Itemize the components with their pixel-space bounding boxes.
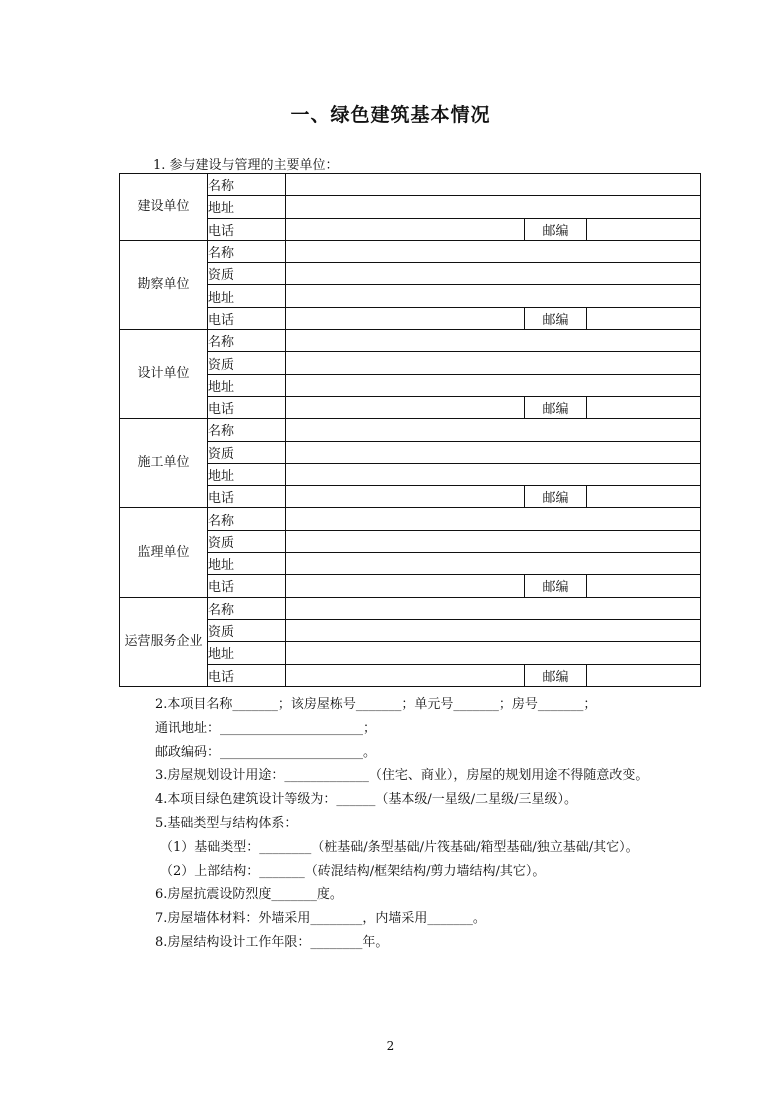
form-line: 7.房屋墙体材料：外墙采用________，内墙采用_______。 <box>155 911 486 927</box>
page-title: 一、绿色建筑基本情况 <box>290 104 491 126</box>
page-number: 2 <box>386 1039 395 1053</box>
unit-row <box>120 508 701 530</box>
unit-row <box>120 619 701 641</box>
section-intro: 1. 参与建设与管理的主要单位： <box>153 158 339 173</box>
form-line: 3.房屋规划设计用途：_____________（住宅、商业），房屋的规划用途不得随意改变。 <box>155 768 649 784</box>
field-label: 资质 <box>208 263 286 285</box>
field-value-cell[interactable] <box>286 619 701 641</box>
unit-name: 运营服务企业 <box>120 597 208 686</box>
form-line: 2.本项目名称_______；该房屋栋号_______；单元号_______；房号_______； <box>155 697 597 712</box>
field-value-cell[interactable] <box>286 330 701 352</box>
field-label: 地址 <box>208 196 286 218</box>
phone-value-cell[interactable] <box>286 218 525 240</box>
unit-name: 设计单位 <box>120 330 208 419</box>
postcode-label: 邮编 <box>525 396 587 418</box>
unit-name: 建设单位 <box>120 174 208 241</box>
unit-row <box>120 218 701 240</box>
field-label: 资质 <box>208 619 286 641</box>
unit-row <box>120 196 701 218</box>
unit-row <box>120 486 701 508</box>
unit-row <box>120 575 701 597</box>
postcode-label: 邮编 <box>525 575 587 597</box>
unit-row <box>120 553 701 575</box>
field-label: 电话 <box>208 307 286 329</box>
unit-name: 勘察单位 <box>120 240 208 329</box>
field-value-cell[interactable] <box>286 553 701 575</box>
field-label: 资质 <box>208 352 286 374</box>
field-label: 地址 <box>208 285 286 307</box>
form-line: 4.本项目绿色建筑设计等级为：______（基本级/一星级/二星级/三星级）。 <box>155 792 578 808</box>
postcode-label: 邮编 <box>525 664 587 686</box>
phone-value-cell[interactable] <box>286 307 525 329</box>
field-value-cell[interactable] <box>286 463 701 485</box>
unit-row <box>120 330 701 352</box>
postcode-label: 邮编 <box>525 218 587 240</box>
field-value-cell[interactable] <box>286 597 701 619</box>
field-label: 资质 <box>208 530 286 552</box>
unit-row <box>120 419 701 441</box>
field-label: 名称 <box>208 174 286 196</box>
unit-row <box>120 285 701 307</box>
unit-row <box>120 174 701 196</box>
postcode-value-cell[interactable] <box>587 218 701 240</box>
field-label: 电话 <box>208 396 286 418</box>
form-line: （1）基础类型：________（桩基础/条型基础/片筏基础/箱型基础/独立基础/其它）。 <box>160 839 639 855</box>
unit-row <box>120 441 701 463</box>
field-value-cell[interactable] <box>286 530 701 552</box>
field-value-cell[interactable] <box>286 285 701 307</box>
field-label: 名称 <box>208 240 286 262</box>
field-value-cell[interactable] <box>286 352 701 374</box>
field-value-cell[interactable] <box>286 196 701 218</box>
field-label: 电话 <box>208 486 286 508</box>
form-line: 8.房屋结构设计工作年限：________年。 <box>155 935 389 950</box>
unit-row <box>120 374 701 396</box>
field-label: 名称 <box>208 508 286 530</box>
field-value-cell[interactable] <box>286 508 701 530</box>
unit-row <box>120 263 701 285</box>
postcode-value-cell[interactable] <box>587 486 701 508</box>
field-label: 地址 <box>208 642 286 664</box>
unit-row <box>120 396 701 418</box>
field-label: 名称 <box>208 597 286 619</box>
units-table <box>119 173 701 687</box>
postcode-value-cell[interactable] <box>587 396 701 418</box>
form-line: 邮政编码：______________________。 <box>155 744 377 760</box>
field-label: 电话 <box>208 575 286 597</box>
unit-row <box>120 530 701 552</box>
postcode-label: 邮编 <box>525 486 587 508</box>
phone-value-cell[interactable] <box>286 396 525 418</box>
field-label: 地址 <box>208 374 286 396</box>
unit-name: 施工单位 <box>120 419 208 508</box>
field-label: 电话 <box>208 664 286 686</box>
form-line: （2）上部结构：_______（砖混结构/框架结构/剪力墙结构/其它）。 <box>160 863 546 879</box>
unit-row <box>120 463 701 485</box>
field-value-cell[interactable] <box>286 174 701 196</box>
field-label: 地址 <box>208 463 286 485</box>
field-label: 名称 <box>208 330 286 352</box>
form-line: 6.房屋抗震设防烈度_______度。 <box>155 887 343 903</box>
unit-row <box>120 664 701 686</box>
unit-row <box>120 240 701 262</box>
postcode-value-cell[interactable] <box>587 664 701 686</box>
field-value-cell[interactable] <box>286 642 701 664</box>
unit-row <box>120 642 701 664</box>
unit-row <box>120 307 701 329</box>
field-label: 电话 <box>208 218 286 240</box>
field-label: 名称 <box>208 419 286 441</box>
phone-value-cell[interactable] <box>286 664 525 686</box>
field-label: 地址 <box>208 553 286 575</box>
postcode-value-cell[interactable] <box>587 307 701 329</box>
field-value-cell[interactable] <box>286 441 701 463</box>
unit-row <box>120 352 701 374</box>
unit-row <box>120 597 701 619</box>
unit-name: 监理单位 <box>120 508 208 597</box>
field-value-cell[interactable] <box>286 374 701 396</box>
postcode-value-cell[interactable] <box>587 575 701 597</box>
phone-value-cell[interactable] <box>286 575 525 597</box>
postcode-label: 邮编 <box>525 307 587 329</box>
form-line: 5.基础类型与结构体系： <box>155 816 298 831</box>
form-line: 通讯地址：______________________； <box>155 720 377 736</box>
phone-value-cell[interactable] <box>286 486 525 508</box>
field-value-cell[interactable] <box>286 263 701 285</box>
field-value-cell[interactable] <box>286 419 701 441</box>
field-label: 资质 <box>208 441 286 463</box>
field-value-cell[interactable] <box>286 240 701 262</box>
